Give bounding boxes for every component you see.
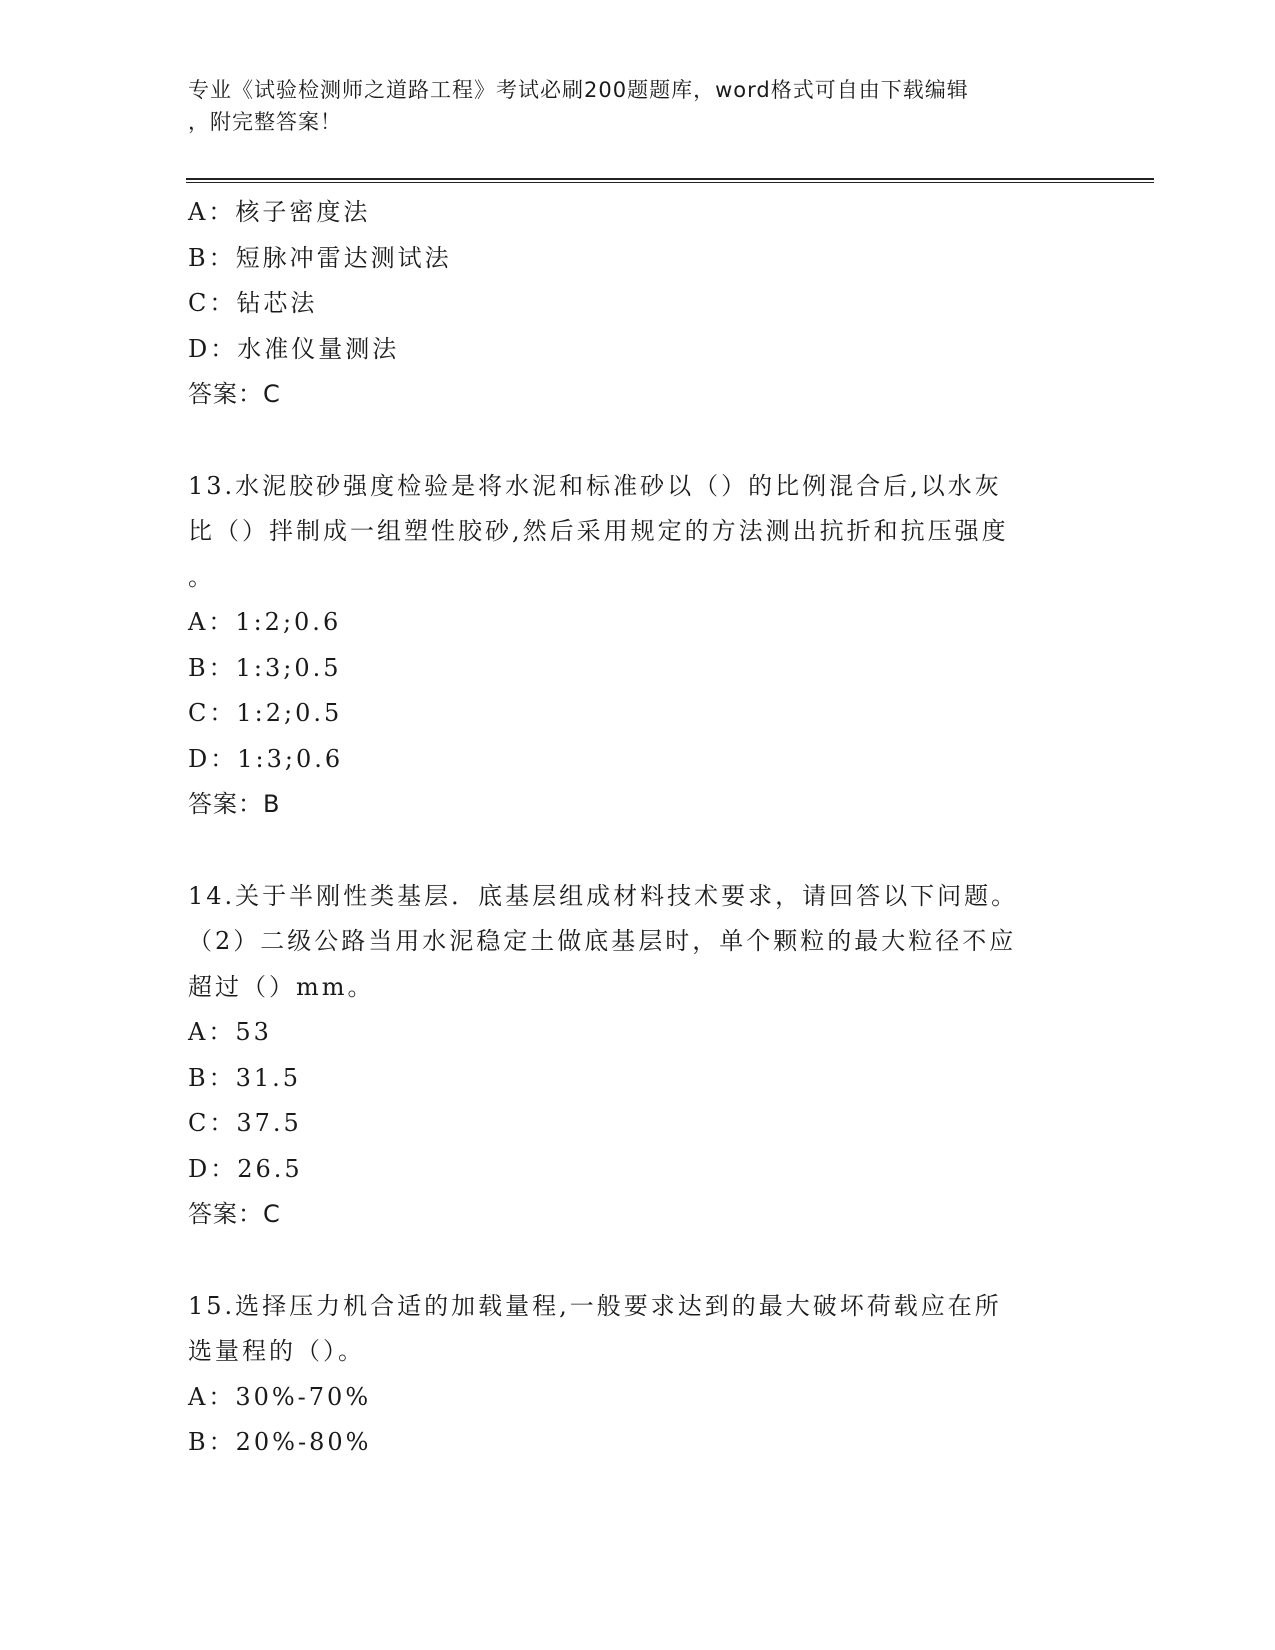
question-stem-line: 13.水泥胶砂强度检验是将水泥和标准砂以（）的比例混合后,以水灰: [188, 471, 1002, 500]
question-13: [188, 464, 1088, 828]
option-a: A：核子密度法: [188, 198, 371, 226]
document-header: [188, 74, 1068, 138]
question-stem-line: （2）二级公路当用水泥稳定土做底基层时，单个颗粒的最大粒径不应: [188, 927, 1017, 955]
option-c: C：钻芯法: [188, 289, 318, 317]
option-a: A：1:2;0.6: [188, 608, 342, 636]
option-a: A：53: [188, 1018, 272, 1046]
header-line-2: ，附完整答案！: [188, 110, 342, 134]
option-c: C：37.5: [188, 1109, 302, 1137]
header-rule-thin: [186, 182, 1154, 183]
question-stem-line: 14.关于半刚性类基层．底基层组成材料技术要求，请回答以下问题。: [188, 881, 1019, 910]
question-stem-line: 超过（）mm。: [188, 972, 375, 1001]
question-stem-line: 选量程的（）。: [188, 1337, 365, 1365]
option-b: B：短脉冲雷达测试法: [188, 243, 452, 272]
option-b: B：1:3;0.5: [188, 653, 342, 682]
header-line-1: 专业《试验检测师之道路工程》考试必刷200题题库，word格式可自由下载编辑: [188, 78, 969, 102]
question-stem-line: 15.选择压力机合适的加载量程,一般要求达到的最大破坏荷载应在所: [188, 1291, 1002, 1320]
option-b: B：20%-80%: [188, 1428, 372, 1456]
answer: 答案：B: [188, 790, 281, 818]
question-15: [188, 1284, 1088, 1466]
option-d: D：26.5: [188, 1154, 303, 1183]
question-12: [188, 190, 1088, 418]
header-rule-thick: [186, 178, 1154, 180]
answer: 答案：C: [188, 380, 281, 408]
question-list: [188, 190, 1088, 1466]
question-14: [188, 874, 1088, 1238]
answer: 答案：C: [188, 1200, 281, 1228]
option-b: B：31.5: [188, 1063, 302, 1092]
option-d: D：水准仪量测法: [188, 334, 400, 363]
question-stem-line: 。: [188, 562, 215, 591]
question-stem-line: 比（）拌制成一组塑性胶砂,然后采用规定的方法测出抗折和抗压强度: [188, 517, 1009, 545]
option-d: D：1:3;0.6: [188, 744, 344, 773]
option-a: A：30%-70%: [188, 1382, 372, 1411]
option-c: C：1:2;0.5: [188, 699, 343, 727]
